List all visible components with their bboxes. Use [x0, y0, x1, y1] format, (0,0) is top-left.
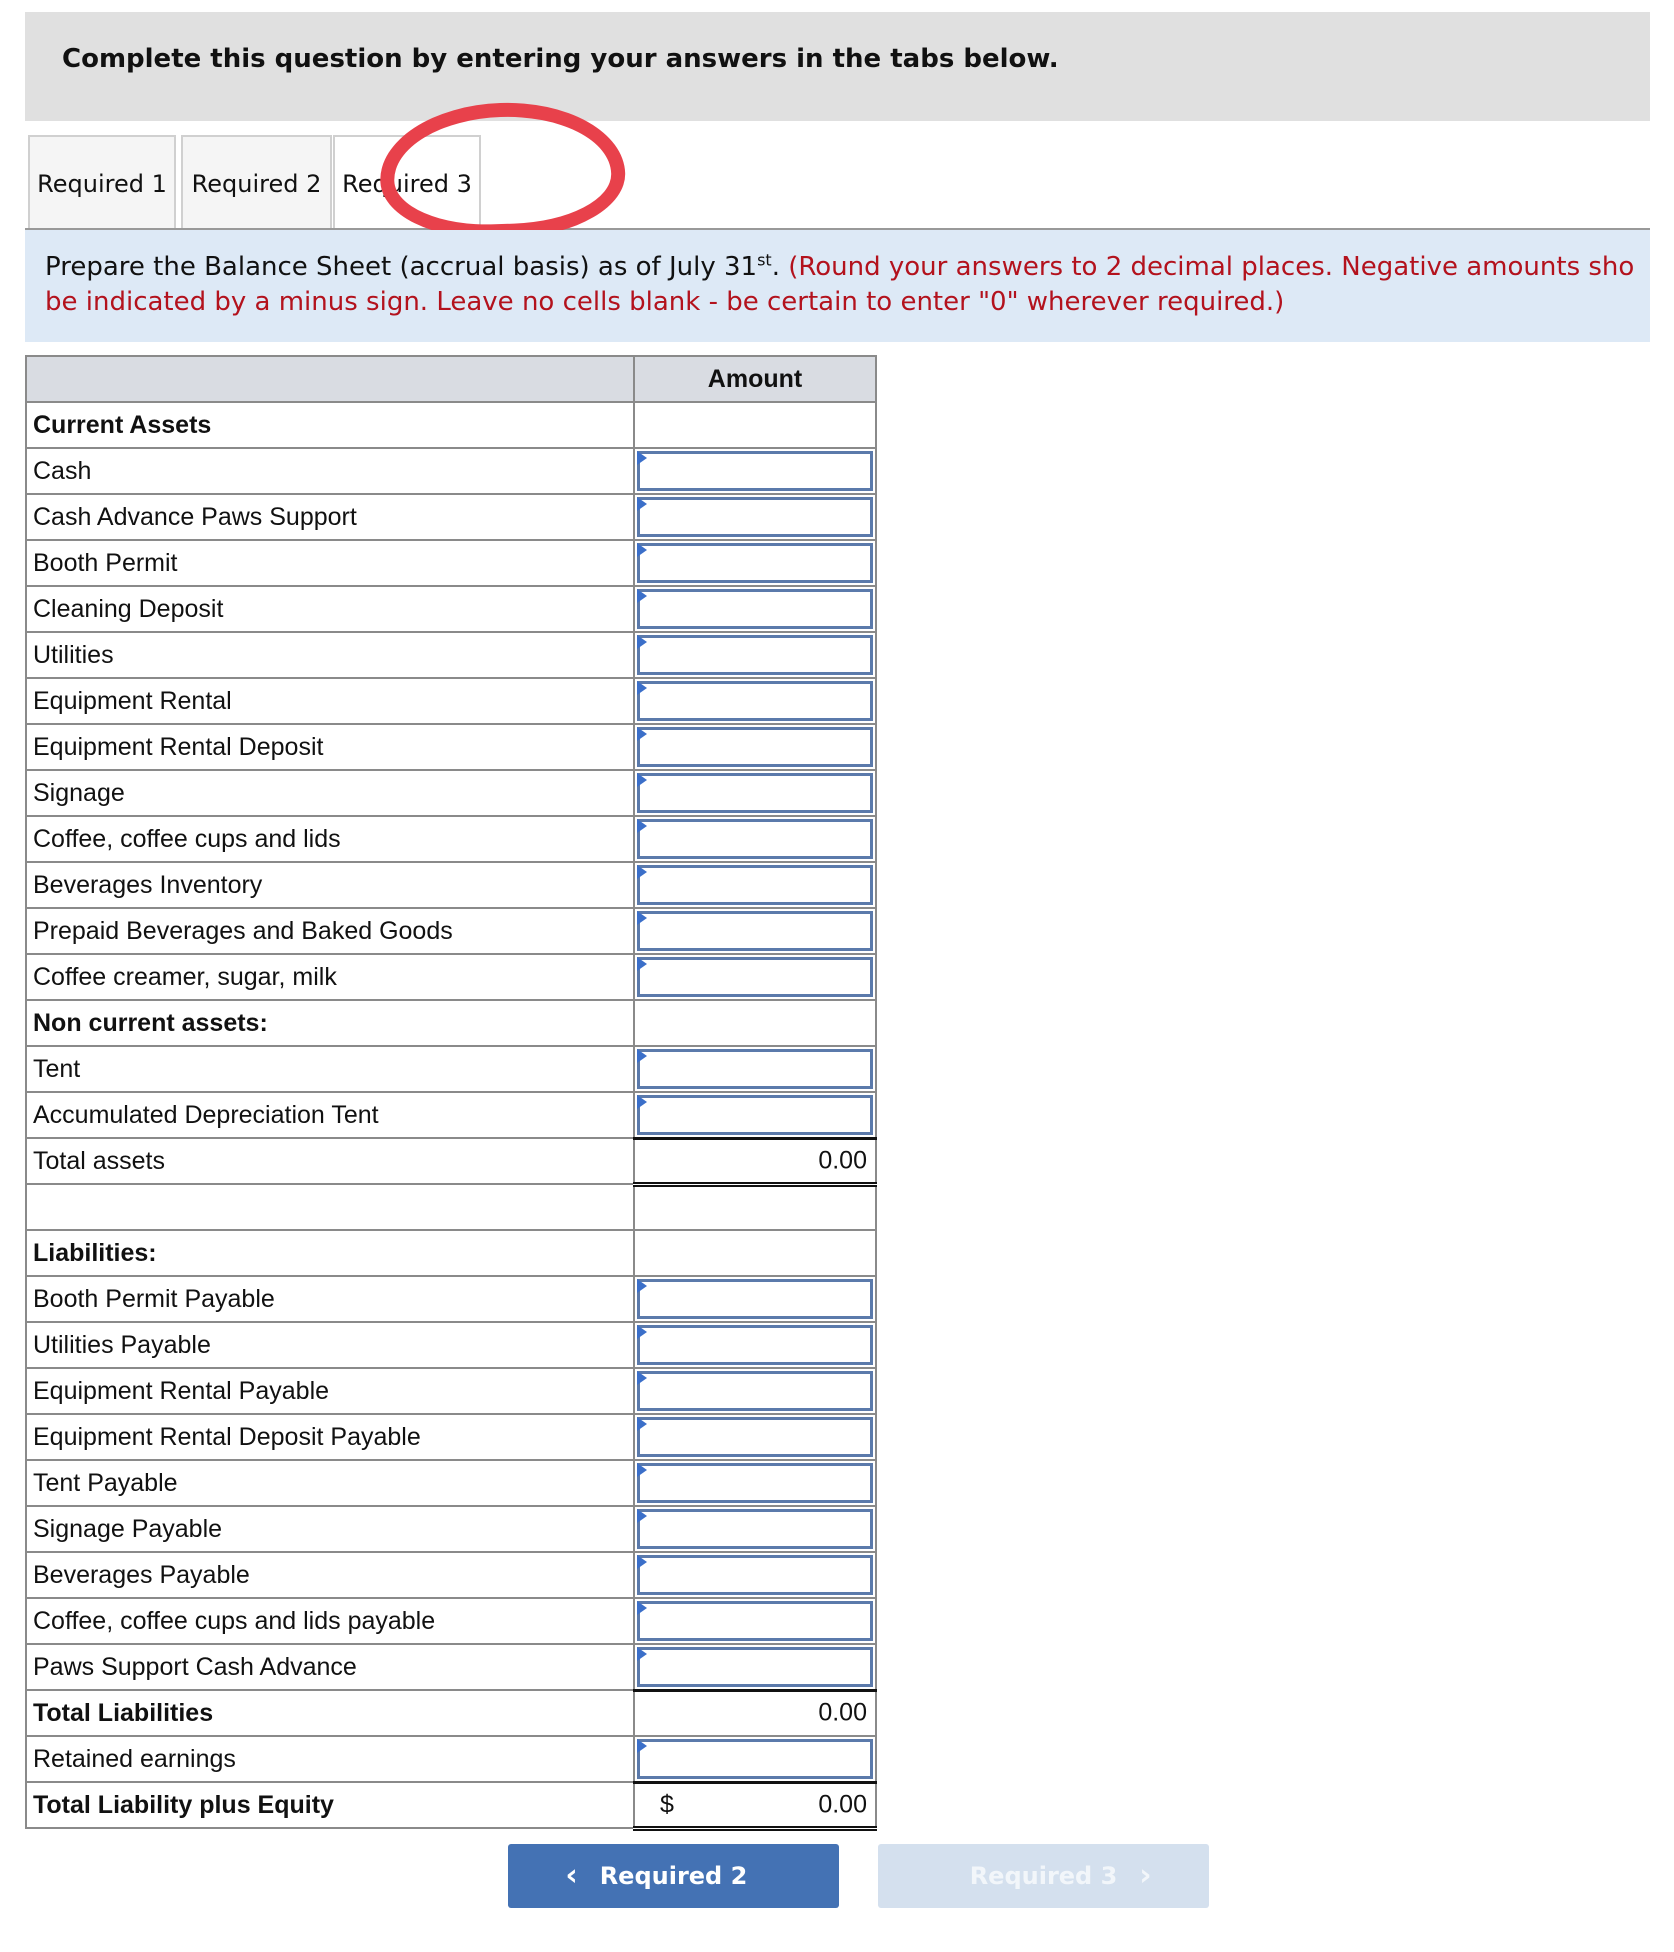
- amount-cell: [634, 1414, 876, 1460]
- amount-cell: [634, 770, 876, 816]
- amount-input[interactable]: [637, 1325, 873, 1365]
- cell-marker-icon: [637, 543, 647, 557]
- table-row: [26, 1322, 876, 1368]
- table-row: [26, 494, 876, 540]
- row-label: Cash: [26, 448, 634, 494]
- amount-input[interactable]: [637, 819, 873, 859]
- amount-input[interactable]: [637, 451, 873, 491]
- total-amount-cell: [634, 1782, 876, 1828]
- row-label: [26, 1184, 634, 1230]
- instructions-panel: [25, 230, 1650, 342]
- amount-column-header: Amount: [634, 356, 876, 402]
- empty-amount-cell: [634, 402, 876, 448]
- amount-input[interactable]: [637, 681, 873, 721]
- amount-input[interactable]: [637, 635, 873, 675]
- empty-amount-cell: [634, 1000, 876, 1046]
- cell-marker-icon: [637, 635, 647, 649]
- table-row: [26, 1092, 876, 1138]
- table-row: [26, 1690, 876, 1736]
- amount-cell: [634, 678, 876, 724]
- amount-input[interactable]: [637, 1095, 873, 1135]
- table-row: [26, 862, 876, 908]
- next-button[interactable]: [878, 1844, 1209, 1908]
- table-row: [26, 1184, 876, 1230]
- table-row: [26, 1598, 876, 1644]
- currency-symbol: $: [660, 1790, 674, 1818]
- table-row: [26, 816, 876, 862]
- instructions-period: .: [771, 252, 780, 282]
- row-label: Tent Payable: [26, 1460, 634, 1506]
- row-label: Equipment Rental Deposit: [26, 724, 634, 770]
- row-label: Retained earnings: [26, 1736, 634, 1782]
- amount-cell: [634, 862, 876, 908]
- table-row: [26, 1046, 876, 1092]
- amount-cell: [634, 954, 876, 1000]
- cell-marker-icon: [637, 1417, 647, 1431]
- table-row: [26, 1138, 876, 1184]
- amount-input[interactable]: [637, 1417, 873, 1457]
- table-row: [26, 540, 876, 586]
- table-row: [26, 908, 876, 954]
- row-label: Coffee, coffee cups and lids: [26, 816, 634, 862]
- amount-input[interactable]: [637, 1555, 873, 1595]
- row-label: Accumulated Depreciation Tent: [26, 1092, 634, 1138]
- prev-button-label: Required 2: [599, 1862, 748, 1890]
- cell-marker-icon: [637, 1509, 647, 1523]
- row-label: Prepaid Beverages and Baked Goods: [26, 908, 634, 954]
- table-row: [26, 1414, 876, 1460]
- table-row: [26, 586, 876, 632]
- total-value: 0.00: [818, 1146, 867, 1174]
- table-row: [26, 954, 876, 1000]
- amount-input[interactable]: [637, 957, 873, 997]
- row-label: Tent: [26, 1046, 634, 1092]
- cell-marker-icon: [637, 451, 647, 465]
- table-row: [26, 1000, 876, 1046]
- header-text: Complete this question by entering your answers in the tabs below.: [62, 44, 1059, 74]
- tab-required-3[interactable]: Required 3: [333, 135, 481, 230]
- amount-cell: [634, 1368, 876, 1414]
- row-label: Booth Permit: [26, 540, 634, 586]
- row-label: Utilities Payable: [26, 1322, 634, 1368]
- row-label: Beverages Payable: [26, 1552, 634, 1598]
- amount-input[interactable]: [637, 543, 873, 583]
- row-label: Total Liabilities: [26, 1690, 634, 1736]
- tab-required-2[interactable]: Required 2: [181, 135, 332, 230]
- row-label: Current Assets: [26, 402, 634, 448]
- cell-marker-icon: [637, 1371, 647, 1385]
- amount-cell: [634, 1460, 876, 1506]
- amount-input[interactable]: [637, 1739, 873, 1779]
- amount-input[interactable]: [637, 497, 873, 537]
- table-row: [26, 632, 876, 678]
- table-row: [26, 724, 876, 770]
- amount-cell: [634, 1046, 876, 1092]
- table-row: [26, 1276, 876, 1322]
- table-row: [26, 1506, 876, 1552]
- empty-amount-cell: [634, 1184, 876, 1230]
- balance-sheet-table: [25, 355, 877, 1831]
- prev-button[interactable]: [508, 1844, 839, 1908]
- row-label: Equipment Rental Payable: [26, 1368, 634, 1414]
- table-row: [26, 770, 876, 816]
- table-row: [26, 1230, 876, 1276]
- instructions-note: (Round your answers to 2 decimal places. Negative amounts sho: [788, 252, 1635, 282]
- instructions-note-line2: be indicated by a minus sign. Leave no cells blank - be certain to enter "0" wherever required.): [45, 287, 1285, 317]
- row-label: Paws Support Cash Advance: [26, 1644, 634, 1690]
- cell-marker-icon: [637, 1279, 647, 1293]
- cell-marker-icon: [637, 589, 647, 603]
- amount-input[interactable]: [637, 865, 873, 905]
- amount-cell: [634, 1644, 876, 1690]
- row-label: Utilities: [26, 632, 634, 678]
- amount-cell: [634, 1736, 876, 1782]
- instructions-superscript: st: [757, 250, 772, 270]
- cell-marker-icon: [637, 1049, 647, 1063]
- amount-input[interactable]: [637, 1509, 873, 1549]
- instructions-lead: Prepare the Balance Sheet (accrual basis) as of July 31: [45, 252, 758, 282]
- amount-input[interactable]: [637, 589, 873, 629]
- amount-cell: [634, 1552, 876, 1598]
- amount-cell: [634, 908, 876, 954]
- amount-input[interactable]: [637, 727, 873, 767]
- label-column-header: [26, 356, 634, 402]
- next-button-label: Required 3: [969, 1862, 1118, 1890]
- cell-marker-icon: [637, 497, 647, 511]
- row-label: Signage: [26, 770, 634, 816]
- amount-cell: [634, 1598, 876, 1644]
- amount-cell: [634, 1322, 876, 1368]
- table-row: [26, 1736, 876, 1782]
- table-row: [26, 678, 876, 724]
- table-row: [26, 1644, 876, 1690]
- total-amount-cell: [634, 1138, 876, 1184]
- amount-input[interactable]: [637, 1049, 873, 1089]
- table-row: [26, 1552, 876, 1598]
- cell-marker-icon: [637, 957, 647, 971]
- amount-input[interactable]: [637, 1601, 873, 1641]
- cell-marker-icon: [637, 727, 647, 741]
- amount-input[interactable]: [637, 1279, 873, 1319]
- instructions-text: [45, 250, 1650, 320]
- row-label: Total Liability plus Equity: [26, 1782, 634, 1828]
- amount-cell: [634, 816, 876, 862]
- question-header: [25, 12, 1650, 121]
- row-label: Equipment Rental Deposit Payable: [26, 1414, 634, 1460]
- cell-marker-icon: [637, 1601, 647, 1615]
- cell-marker-icon: [637, 681, 647, 695]
- row-label: Cleaning Deposit: [26, 586, 634, 632]
- table-row: [26, 1460, 876, 1506]
- amount-input[interactable]: [637, 1463, 873, 1503]
- amount-cell: [634, 724, 876, 770]
- row-label: Coffee, coffee cups and lids payable: [26, 1598, 634, 1644]
- table-row: [26, 1368, 876, 1414]
- amount-cell: [634, 586, 876, 632]
- row-label: Coffee creamer, sugar, milk: [26, 954, 634, 1000]
- amount-input[interactable]: [637, 911, 873, 951]
- total-amount-cell: [634, 1690, 876, 1736]
- row-label: Equipment Rental: [26, 678, 634, 724]
- table-row: [26, 402, 876, 448]
- cell-marker-icon: [637, 1095, 647, 1109]
- row-label: Liabilities:: [26, 1230, 634, 1276]
- row-label: Non current assets:: [26, 1000, 634, 1046]
- tab-required-1[interactable]: Required 1: [28, 135, 176, 230]
- cell-marker-icon: [637, 1325, 647, 1339]
- amount-input[interactable]: [637, 1371, 873, 1411]
- cell-marker-icon: [637, 1739, 647, 1753]
- amount-cell: [634, 1506, 876, 1552]
- amount-cell: [634, 448, 876, 494]
- amount-cell: [634, 540, 876, 586]
- row-label: Beverages Inventory: [26, 862, 634, 908]
- cell-marker-icon: [637, 1555, 647, 1569]
- row-label: Total assets: [26, 1138, 634, 1184]
- chevron-left-icon: ‹: [565, 1858, 578, 1893]
- amount-cell: [634, 1092, 876, 1138]
- cell-marker-icon: [637, 865, 647, 879]
- amount-cell: [634, 632, 876, 678]
- row-label: Cash Advance Paws Support: [26, 494, 634, 540]
- empty-amount-cell: [634, 1230, 876, 1276]
- row-label: Signage Payable: [26, 1506, 634, 1552]
- cell-marker-icon: [637, 773, 647, 787]
- total-value: 0.00: [818, 1790, 867, 1818]
- table-row: [26, 1782, 876, 1828]
- cell-marker-icon: [637, 1463, 647, 1477]
- amount-cell: [634, 1276, 876, 1322]
- chevron-right-icon: ›: [1139, 1858, 1152, 1893]
- amount-input[interactable]: [637, 1647, 873, 1687]
- table-row: [26, 448, 876, 494]
- amount-input[interactable]: [637, 773, 873, 813]
- cell-marker-icon: [637, 1647, 647, 1661]
- cell-marker-icon: [637, 911, 647, 925]
- total-value: 0.00: [818, 1698, 867, 1727]
- row-label: Booth Permit Payable: [26, 1276, 634, 1322]
- cell-marker-icon: [637, 819, 647, 833]
- amount-cell: [634, 494, 876, 540]
